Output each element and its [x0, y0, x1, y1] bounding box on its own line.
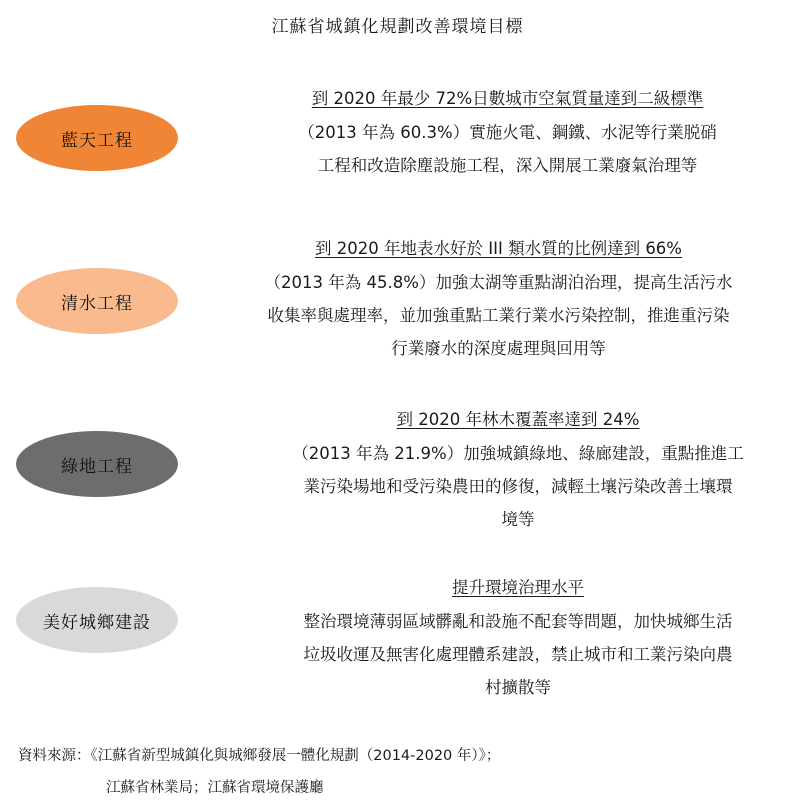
source-line-1: 資料來源：《江蘇省新型城鎮化與城鄉發展一體化規劃（2014-2020 年）》； — [18, 748, 501, 764]
description-line: 村擴散等 — [485, 678, 551, 697]
rural-heading: 提升環境治理水平 — [452, 578, 584, 597]
blue-sky-ellipse — [16, 105, 178, 171]
description-line: 行業廢水的深度處理與回用等 — [391, 339, 606, 358]
clean-water-heading: 到 2020 年地表水好於 III 類水質的比例達到 66% — [315, 239, 682, 258]
description-line: 整治環境薄弱區域髒亂和設施不配套等問題，加快城鄉生活 — [303, 612, 733, 631]
clean-water-ellipse — [16, 268, 178, 334]
green-land-heading: 到 2020 年林木覆蓋率達到 24% — [396, 410, 640, 429]
blue-sky-label: 藍天工程 — [61, 130, 133, 151]
rural-label: 美好城鄉建設 — [43, 612, 151, 633]
description-line: 收集率與處理率，並加強重點工業行業水污染控制，推進重污染 — [267, 306, 730, 325]
rural-description — [212, 575, 795, 704]
description-line: （2013 年為 45.8%）加強太湖等重點湖泊治理，提高生活污水 — [264, 273, 733, 292]
description-line: 垃圾收運及無害化處理體系建設，禁止城市和工業污染向農 — [303, 645, 733, 664]
description-line: 業污染場地和受污染農田的修復，減輕土壤污染改善土壤環 — [303, 477, 733, 496]
page-title: 江蘇省城鎮化規劃改善環境目標 — [271, 17, 524, 37]
green-land-label: 綠地工程 — [61, 456, 133, 477]
source-line-2: 江蘇省林業局；江蘇省環境保護廳 — [106, 780, 324, 796]
green-land-description — [218, 407, 795, 536]
description-line: 境等 — [501, 510, 535, 529]
description-line: 工程和改造除塵設施工程，深入開展工業廢氣治理等 — [317, 156, 698, 175]
description-line: （2013 年為 60.3%）實施火電、鋼鐵、水泥等行業脱硝 — [298, 123, 717, 142]
rural-ellipse — [16, 587, 178, 653]
description-line: （2013 年為 21.9%）加強城鎮綠地、綠廊建設，重點推進工 — [292, 444, 744, 463]
clean-water-label: 清水工程 — [61, 293, 133, 314]
clean-water-description — [196, 236, 795, 365]
green-land-ellipse — [16, 431, 178, 497]
blue-sky-heading: 到 2020 年最少 72%日數城市空氣質量達到二級標準 — [311, 89, 704, 108]
blue-sky-description — [210, 86, 795, 182]
